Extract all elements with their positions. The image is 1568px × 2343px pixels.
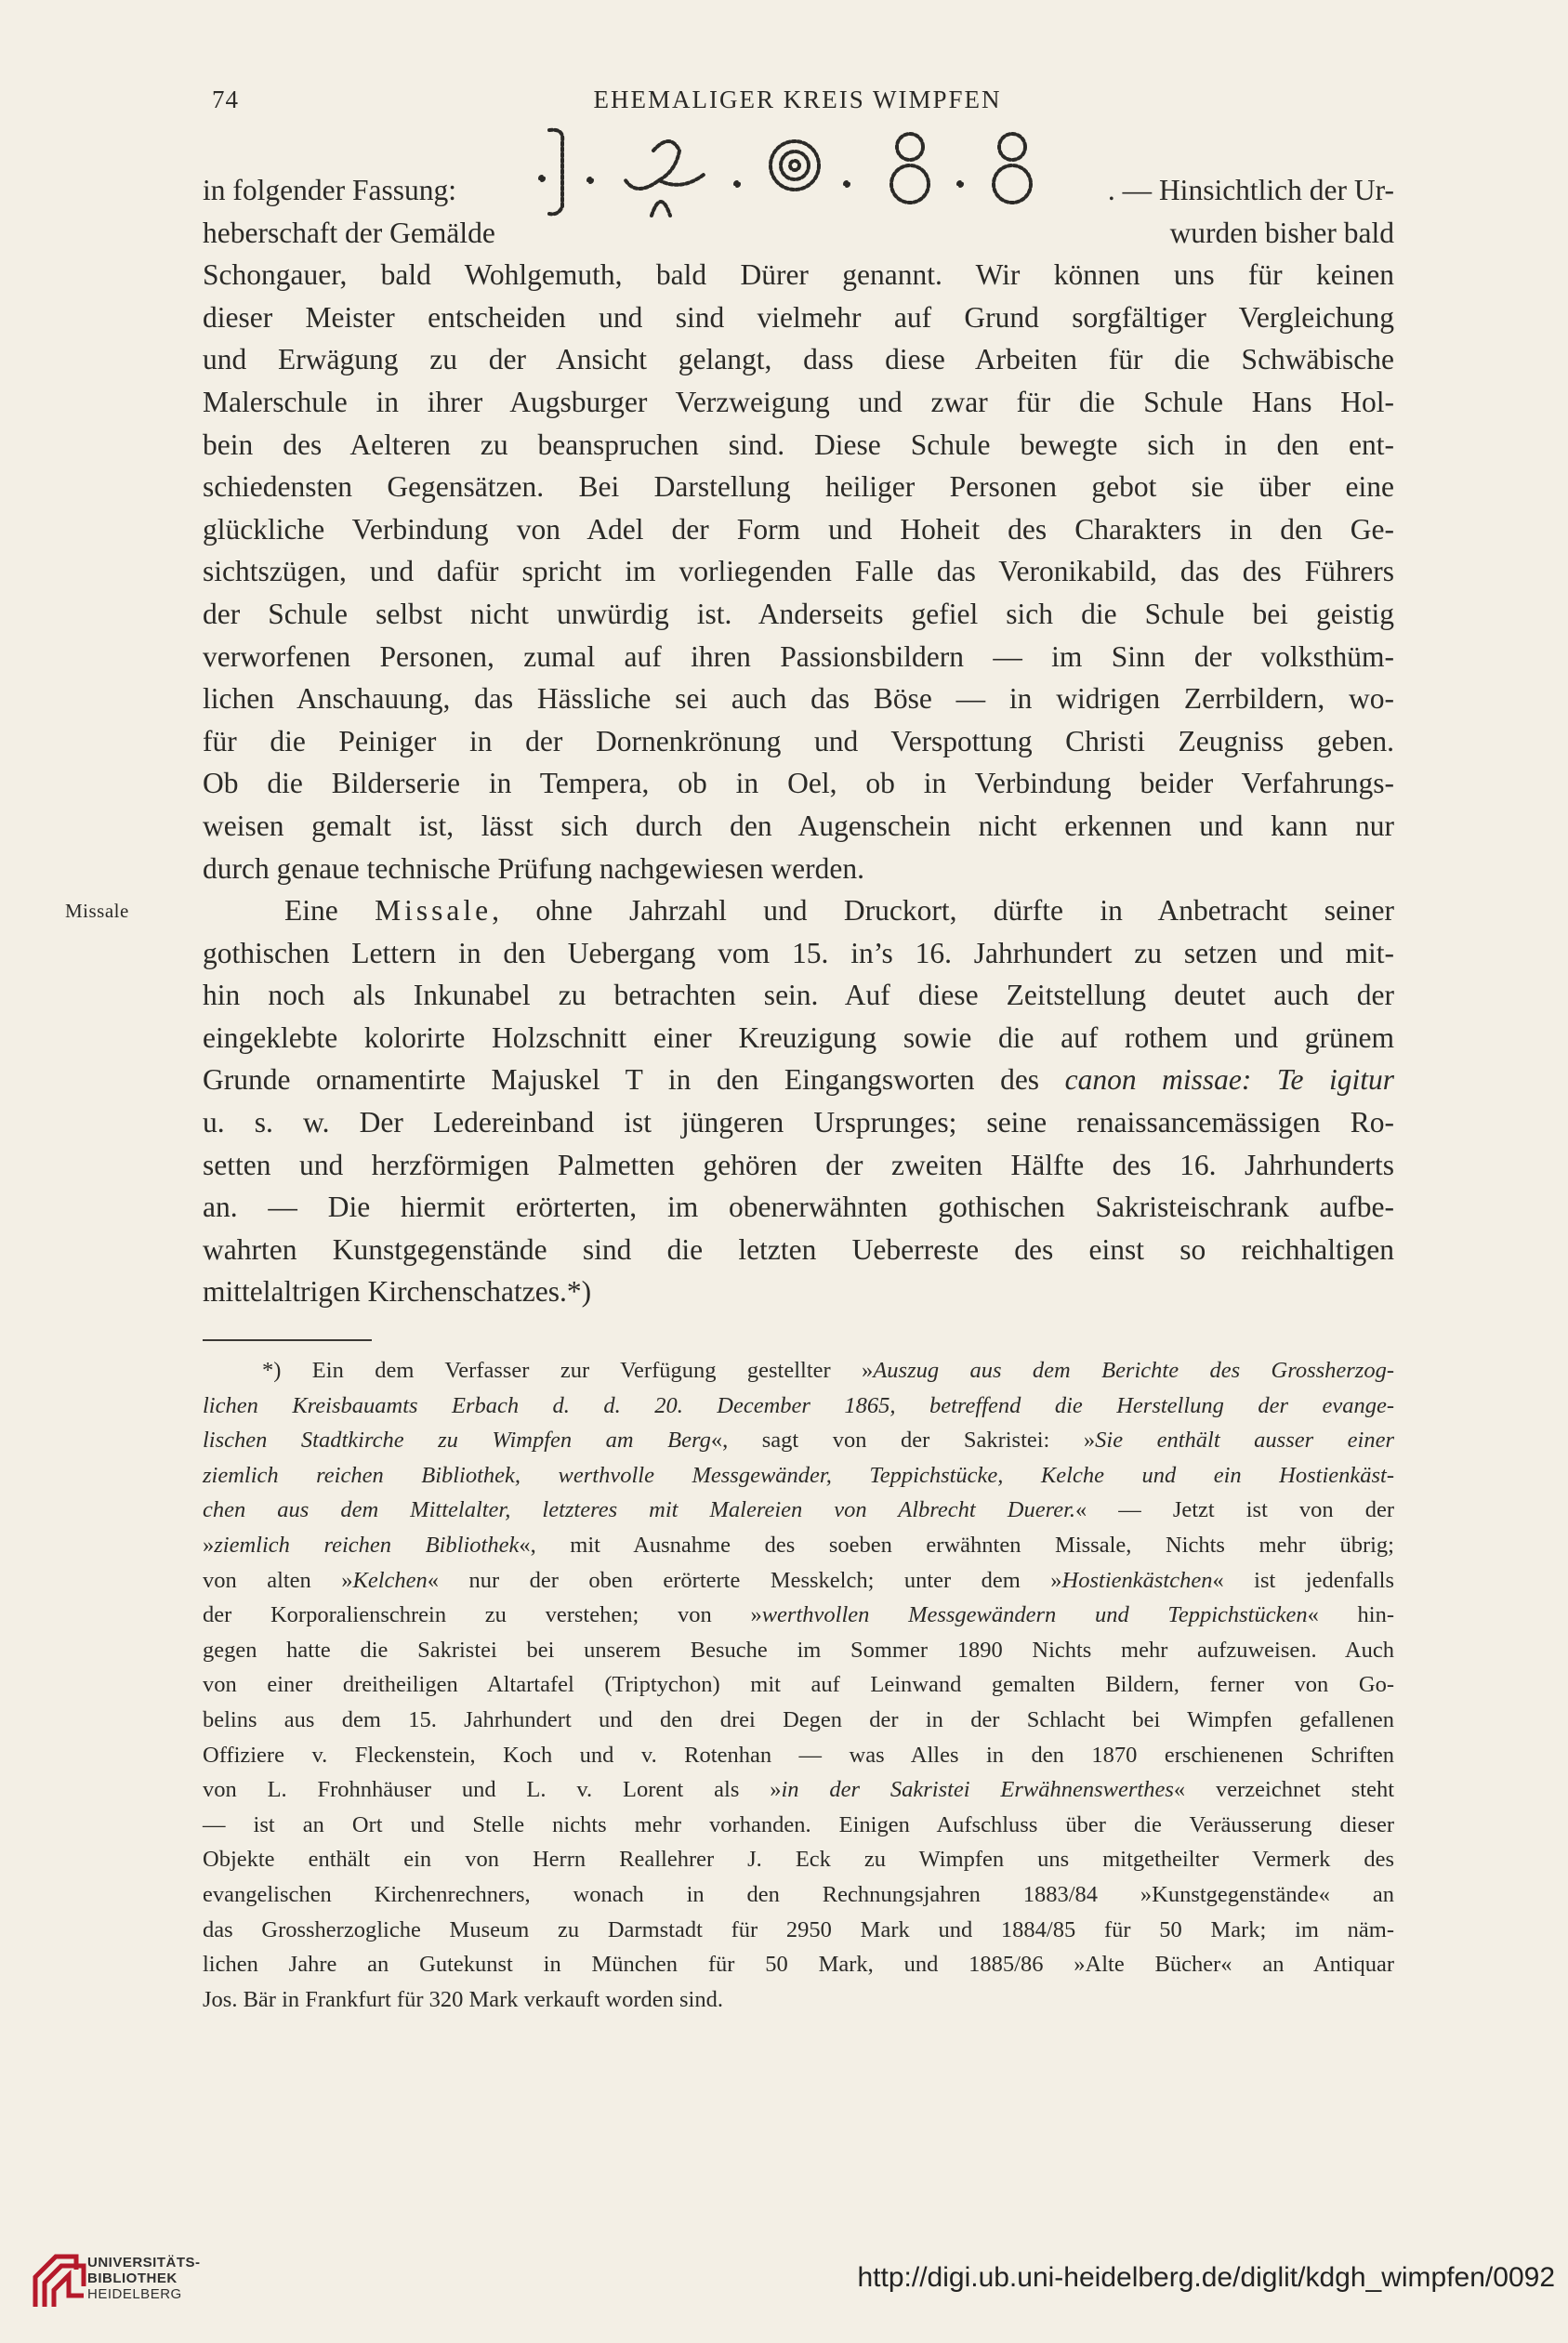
text-line: u. s. w. Der Ledereinband ist jüngeren Ursprunges; seine renaissancemässigen Ro- xyxy=(203,1106,1394,1139)
text-fragment: von L. Frohnhäuser und L. v. Lorent als » xyxy=(203,1777,782,1803)
text-fragment: « nur der oben erörterte Messkelch; unter dem » xyxy=(427,1567,1062,1593)
text-fragment: , ohne Jahrzahl und Druckort, dürfte in Anbetracht seiner xyxy=(492,894,1395,928)
text-line: der Schule selbst nicht unwürdig ist. Anderseits gefiel sich die Schule bei geistig xyxy=(203,597,1394,630)
library-name-line: UNIVERSITÄTS- xyxy=(87,2255,201,2271)
text-line-canon xyxy=(203,1059,1394,1101)
text-fragment: . — Hinsichtlich der Ur- xyxy=(1107,174,1394,206)
text-fragment: von alten » xyxy=(203,1567,353,1593)
italic-phrase: lischen Stadtkirche zu Wimpfen am Berg xyxy=(203,1428,711,1454)
text-fragment: der Korporalienschrein zu verstehen; von » xyxy=(203,1602,762,1628)
text-line: dieser Meister entscheiden und sind vielmehr auf Grund sorgfältiger Vergleichung xyxy=(203,300,1394,334)
italic-phrase: Kelchen xyxy=(352,1567,428,1593)
text-line: und Erwägung zu der Ansicht gelangt, dass diese Arbeiten für die Schwäbische xyxy=(203,343,1394,376)
italic-phrase: werthvollen Messgewändern und Teppichstücken xyxy=(761,1602,1308,1628)
text-fragment: « verzeichnet steht xyxy=(1173,1777,1395,1803)
text-line: Schongauer, bald Wohlgemuth, bald Dürer genannt. Wir können uns für keinen xyxy=(203,258,1394,292)
italic-phrase: canon missae: Te igitur xyxy=(1064,1063,1394,1097)
text-fragment: «, mit Ausnahme des soeben erwähnten Missale, Nichts mehr übrig; xyxy=(519,1532,1394,1558)
footnote-line xyxy=(203,1493,1394,1528)
text-line: gothischen Lettern in den Uebergang vom 15. in’s 16. Jahrhundert zu setzen und mit- xyxy=(203,936,1394,969)
text-line: schiedensten Gegensätzen. Bei Darstellung heiliger Personen gebot sie über eine xyxy=(203,470,1394,504)
footnote-line: von einer dreitheiligen Altartafel (Triptychon) mit auf Leinwand gemalten Bildern, ferner von Go- xyxy=(203,1672,1394,1698)
text-line: mittelaltrigen Kirchenschatzes.*) xyxy=(203,1275,592,1309)
page-number: 74 xyxy=(212,86,239,113)
text-line: glückliche Verbindung von Adel der Form und Hoheit des Charakters in den Ge- xyxy=(203,512,1394,546)
footnote-line xyxy=(203,1353,1394,1389)
library-name-line: HEIDELBERG xyxy=(87,2286,182,2302)
text-line: Malerschule in ihrer Augsburger Verzweigung und zwar für die Schule Hans Hol- xyxy=(203,385,1394,418)
text-fragment: wurden bisher bald xyxy=(1169,216,1394,249)
italic-phrase: ziemlich reichen Bibliothek xyxy=(214,1532,520,1558)
text-line: weisen gemalt ist, lässt sich durch den Augenschein nicht erkennen und kann nur xyxy=(203,809,1394,842)
monogram-inscription-icon xyxy=(521,139,1042,242)
text-line-missale xyxy=(203,889,1394,932)
text-line: durch genaue technische Prüfung nachgewiesen werden. xyxy=(203,851,864,885)
footnote-line xyxy=(203,1563,1394,1599)
text-fragment: *) Ein dem Verfasser zur Verfügung gestellter » xyxy=(262,1358,874,1383)
text-line: hin noch als Inkunabel zu betrachten sein. Auf diese Zeitstellung deutet auch der xyxy=(203,979,1394,1012)
footnote-line xyxy=(203,1423,1394,1458)
footnote-line: ziemlich reichen Bibliothek, werthvolle Messgewänder, Teppichstücke, Kelche und ein Hostienkäst- xyxy=(203,1462,1394,1488)
text-fragment: Grunde ornamentirte Majuskel T in den Eingangsworten des xyxy=(203,1063,1040,1097)
text-line: lichen Anschauung, das Hässliche sei auch das Böse — in widrigen Zerrbildern, wo- xyxy=(203,682,1394,716)
footnote-line: — ist an Ort und Stelle nichts mehr vorhanden. Einigen Aufschluss über die Veräusserung dieser xyxy=(203,1811,1394,1837)
text-line: Ob die Bilderserie in Tempera, ob in Oel, ob in Verbindung beider Verfahrungs- xyxy=(203,767,1394,800)
missale-spaced-word: Missale xyxy=(375,894,493,928)
footnote-line: Objekte enthält ein von Herrn Reallehrer J. Eck zu Wimpfen uns mitgetheilter Vermerk des xyxy=(203,1847,1394,1873)
footnote-line xyxy=(203,1528,1394,1563)
text-line-with-monogram xyxy=(203,169,1394,212)
footnote-separator xyxy=(203,1339,372,1341)
text-line: an. — Die hiermit erörterten, im obenerwähnten gothischen Sakristeischrank aufbe- xyxy=(203,1191,1394,1224)
text-line: für die Peiniger in der Dornenkrönung und Verspottung Christi Zeugniss geben. xyxy=(203,724,1394,757)
margin-note-missale: Missale xyxy=(65,900,129,922)
main-text xyxy=(203,169,1394,1313)
text-line: setten und herzförmigen Palmetten gehören der zweiten Hälfte des 16. Jahrhunderts xyxy=(203,1148,1394,1181)
footnote-line: Jos. Bär in Frankfurt für 320 Mark verkauft worden sind. xyxy=(203,1986,723,2012)
text-fragment: « — Jetzt ist von der xyxy=(1075,1497,1394,1523)
footnote-line: lichen Jahre an Gutekunst in München für 50 Mark, und 1885/86 »Alte Bücher« an Antiquar xyxy=(203,1952,1394,1978)
italic-phrase: Hostienkästchen xyxy=(1061,1567,1213,1593)
text-line: eingeklebte kolorirte Holzschnitt einer Kreuzigung sowie die auf rothem und grünem xyxy=(203,1020,1394,1054)
footnote-line: Offiziere v. Fleckenstein, Koch und v. Rotenhan — was Alles in den 1870 erschienenen Schriften xyxy=(203,1742,1394,1768)
running-head: EHEMALIGER KREIS WIMPFEN xyxy=(593,86,1002,113)
text-fragment: heberschaft der Gemälde xyxy=(203,216,495,249)
footnote-line: evangelischen Kirchenrechners, wonach in den Rechnungsjahren 1883/84 »Kunstgegenstände« an xyxy=(203,1881,1394,1907)
permalink-url[interactable]: http://digi.ub.uni-heidelberg.de/diglit/kdgh_wimpfen/0092 xyxy=(857,2262,1555,2293)
library-name-line: BIBLIOTHEK xyxy=(87,2271,178,2286)
library-name[interactable] xyxy=(87,2255,201,2302)
footnote xyxy=(203,1353,1394,2017)
footnote-line xyxy=(203,1598,1394,1633)
text-fragment: « hin- xyxy=(1307,1602,1395,1628)
text-fragment: in folgender Fassung: xyxy=(203,174,456,206)
footnote-line: das Grossherzogliche Museum zu Darmstadt für 2950 Mark und 1884/85 für 50 Mark; im näm- xyxy=(203,1916,1394,1942)
text-line: verworfenen Personen, zumal auf ihren Passionsbildern — im Sinn der volksthüm- xyxy=(203,639,1394,673)
text-line: wahrten Kunstgegenstände sind die letzten Ueberreste des einst so reichhaltigen xyxy=(203,1232,1394,1266)
text-line: sichtszügen, und dafür spricht im vorliegenden Falle das Veronikabild, das des Führers xyxy=(203,555,1394,588)
text-fragment: «, sagt von der Sakristei: » xyxy=(710,1428,1096,1454)
footnote-line xyxy=(203,1772,1394,1808)
page-header xyxy=(203,86,1392,123)
text-fragment: Eine xyxy=(284,894,338,928)
text-fragment: « ist jedenfalls xyxy=(1212,1567,1394,1593)
text-line: bein des Aelteren zu beanspruchen sind. Diese Schule bewegte sich in den ent- xyxy=(203,428,1394,461)
viewer-footer xyxy=(0,2247,1568,2343)
italic-phrase: chen aus dem Mittelalter, letzteres mit Malereien von Albrecht Duerer. xyxy=(203,1497,1076,1523)
ub-heidelberg-logo-icon[interactable] xyxy=(28,2249,93,2314)
italic-phrase: Auszug aus dem Berichte des Grossherzog- xyxy=(873,1358,1394,1383)
footnote-line: gegen hatte die Sakristei bei unserem Besuche im Sommer 1890 Nichts mehr aufzuweisen. Auch xyxy=(203,1637,1394,1663)
text-fragment: » xyxy=(203,1532,215,1558)
footnote-line: belins aus dem 15. Jahrhundert und den drei Degen der in der Schlacht bei Wimpfen gefallenen xyxy=(203,1706,1394,1732)
italic-phrase: Sie enthält ausser einer xyxy=(1095,1428,1394,1454)
italic-phrase: in der Sakristei Erwähnenswerthes xyxy=(781,1777,1174,1803)
footnote-line: lichen Kreisbauamts Erbach d. d. 20. December 1865, betreffend die Herstellung der evange- xyxy=(203,1392,1394,1418)
